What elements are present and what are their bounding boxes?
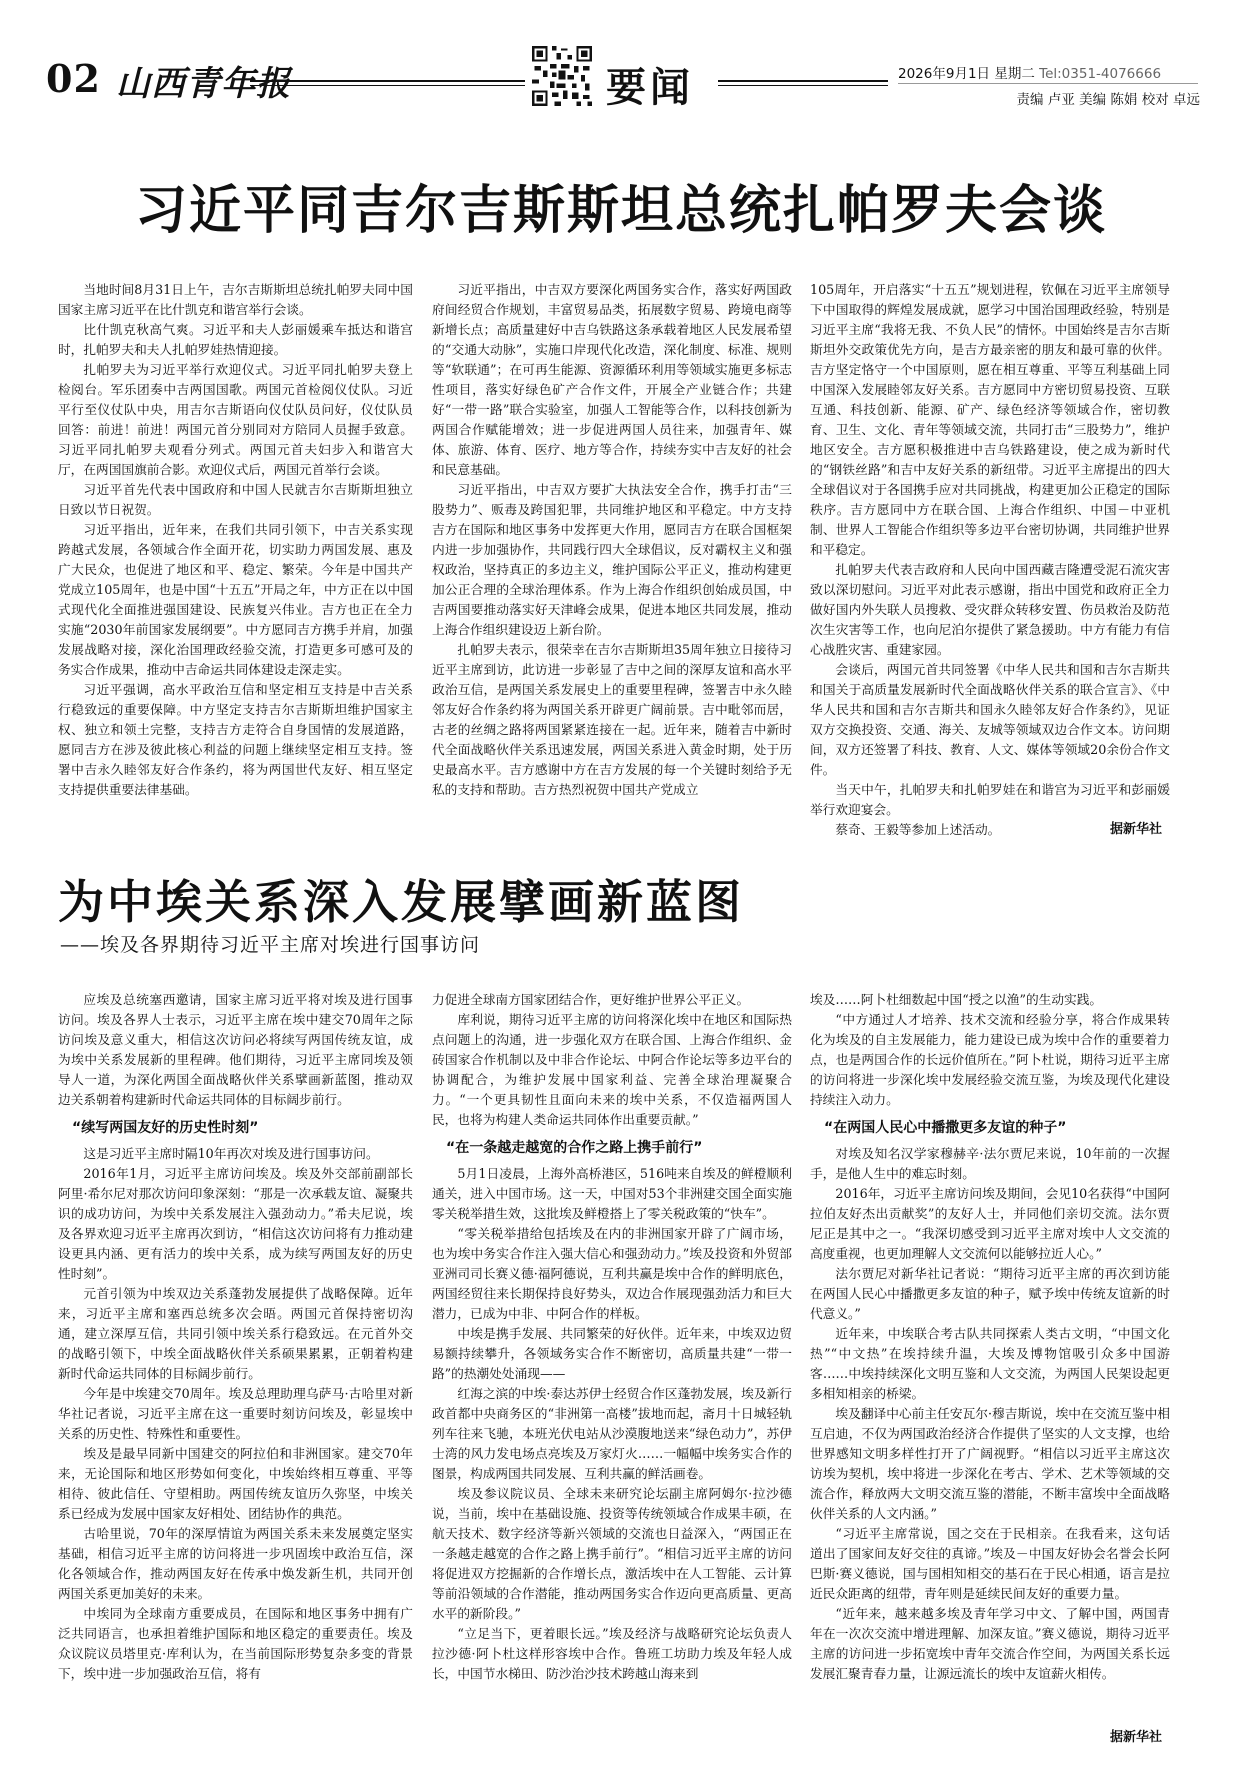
paragraph: 法尔贾尼对新华社记者说：“期待习近平主席的再次到访能在两国人民心中播撒更多友谊的种子，赋予埃中传统友谊新的时代意义。” <box>810 1266 1170 1321</box>
paragraph: 习近平首先代表中国政府和中国人民就吉尔吉斯斯坦独立日致以节日祝贺。 <box>58 482 413 517</box>
section-heading: “在一条越走越宽的合作之路上携手前行” <box>446 1140 703 1156</box>
paragraph: “中方通过人才培养、技术交流和经验分享，将合作成果转化为埃及的自主发展能力，能力建设已成为埃中合作的重要着力点，也是两国合作的长远价值所在。”阿卜杜说，期待习近平主席的访问将进一步深化埃中发展经验交流互鉴，为埃及现代化建设持续注入动力。 <box>810 1012 1170 1107</box>
date-tel-line <box>898 62 1198 82</box>
masthead <box>0 0 1242 122</box>
article2-subheadline: ——埃及各界期待习近平主席对埃进行国事访问 <box>60 934 481 956</box>
paragraph: 中埃同为全球南方重要成员，在国际和地区事务中拥有广泛共同语言，也承担着维护国际和地区稳定的重要责任。埃及众议院议员塔里克·库利认为，在当前国际形势复杂多变的背景下，埃中进一步加强政治互信，将有 <box>58 1606 413 1681</box>
paragraph: 古哈里说，70年的深厚情谊为两国关系未来发展奠定坚实基础，相信习近平主席的访问将进一步巩固埃中政治互信，深化各领域合作，推动两国友好在传承中焕发新生机，共同开创两国关系更加美好的未来。 <box>58 1526 413 1601</box>
paragraph: 当地时间8月31日上午，吉尔吉斯斯坦总统扎帕罗夫同中国国家主席习近平在比什凯克和谐宫举行会谈。 <box>58 282 413 317</box>
paragraph: 中埃是携手发展、共同繁荣的好伙伴。近年来，中埃双边贸易额持续攀升，各领域务实合作不断密切，高质量共建“一带一路”的热潮处处涌现—— <box>432 1326 792 1381</box>
paragraph: 习近平指出，近年来，在我们共同引领下，中吉关系实现跨越式发展，各领域合作全面开花，切实助力两国发展、惠及广大民众，也促进了地区和平、稳定、繁荣。今年是中国共产党成立105周年，也是中国“十五五”开局之年，中方正在以中国式现代化全面推进强国建设、民族复兴伟业。吉方也正在全力实施“2030年前国家发展纲要”。中方愿同吉方携手并肩，加强发展战略对接，深化治国理政经验交流，打造更多可感可及的务实合作成果，推动中吉命运共同体建设走深走实。 <box>58 522 413 677</box>
paragraph: 对埃及知名汉学家穆赫辛·法尔贾尼来说，10年前的一次握手，是他人生中的难忘时刻。 <box>810 1146 1170 1181</box>
paragraph: 力促进全球南方国家团结合作，更好维护世界公平正义。 <box>432 992 750 1007</box>
paragraph: 习近平强调，高水平政治互信和坚定相互支持是中吉关系行稳致远的重要保障。中方坚定支持吉尔吉斯斯坦维护国家主权、独立和领土完整，支持吉方走符合自身国情的发展道路，愿同吉方在涉及彼此核心利益的问题上继续坚定相互支持。签署中吉永久睦邻友好合作条约，将为两国世代友好、相互坚定支持提供重要法律基础。 <box>58 682 413 797</box>
paragraph: 习近平指出，中吉双方要深化两国务实合作，落实好两国政府间经贸合作规划，丰富贸易品类，拓展数字贸易、跨境电商等新增长点；高质量建好中吉乌铁路这条承载着地区人民发展希望的“交通大动脉”，实施口岸现代化改造，深化制度、标准、规则等“软联通”；在可再生能源、资源循环利用等领域实施更多标志性项目，落实好绿色矿产合作文件，开展全产业链合作；共建好“一带一路”联合实验室，加强人工智能等合作，以科技创新为两国合作赋能增效；进一步促进两国人员往来，加强青年、媒体、旅游、体育、医疗、地方等合作，持续夯实中吉友好的社会和民意基础。 <box>432 282 792 477</box>
newspaper-logo: 山西青年报 <box>116 64 291 104</box>
paragraph: 红海之滨的中埃·泰达苏伊士经贸合作区蓬勃发展，埃及新行政首都中央商务区的“非洲第一高楼”拔地而起，斋月十日城轻轨列车往来飞驰，本班光伏电站从沙漠腹地送来“绿色动力”，苏伊士湾的风力发电场点亮埃及万家灯火……一幅幅中埃务实合作的图景，构成两国共同发展、互利共赢的鲜活画卷。 <box>432 1386 792 1481</box>
paragraph: 比什凯克秋高气爽。习近平和夫人彭丽媛乘车抵达和谐宫时，扎帕罗夫和夫人扎帕罗娃热情迎接。 <box>58 322 413 357</box>
paragraph: 蔡奇、王毅等参加上述活动。 <box>835 822 1001 837</box>
paragraph: 这是习近平主席时隔10年再次对埃及进行国事访问。 <box>83 1146 379 1161</box>
paragraph: 会谈后，两国元首共同签署《中华人民共和国和吉尔吉斯共和国关于高质量发展新时代全面战略伙伴关系的联合宣言》、《中华人民共和国和吉尔吉斯共和国永久睦邻友好合作条约》，见证双方交换投资、交通、海关、友城等领域双边合作文本。访问期间，双方还签署了科技、教育、人文、媒体等领域20余份合作文件。 <box>810 662 1170 777</box>
paragraph: 埃及……阿卜杜细数起中国“授之以渔”的生动实践。 <box>810 992 1103 1007</box>
article1-column-2 <box>432 280 792 835</box>
article2-column-2 <box>432 990 792 1740</box>
article2-column-1 <box>58 990 413 1740</box>
paragraph: 105周年，开启落实“十五五”规划进程，钦佩在习近平主席领导下中国取得的辉煌发展成就，愿学习中国治国理政经验，特别是习近平主席“我将无我、不负人民”的情怀。中国始终是吉尔吉斯斯坦外交政策优先方向，是吉方最亲密的朋友和最可靠的伙伴。吉方坚定恪守一个中国原则，愿在相互尊重、平等互利基础上同中国深入发展睦邻友好关系。吉方愿同中方密切贸易投资、互联互通、科技创新、能源、矿产、绿色经济等领域合作，密切教育、卫生、文化、青年等领域交流，共同打击“三股势力”，维护地区安全。吉方愿积极推进中吉乌铁路建设，使之成为新时代的“钢铁丝路”和吉中友好关系的新纽带。习近平主席提出的四大全球倡议对于各国携手应对共同挑战，构建更加公正稳定的国际秩序。吉方愿同中方在联合国、上海合作组织、中国－中亚机制、世界人工智能合作组织等多边平台密切协调，共同维护世界和平稳定。 <box>810 282 1170 557</box>
issue-date: 2026年9月1日 星期二 <box>898 66 1035 82</box>
article2-headline: 为中埃关系深入发展擘画新蓝图 <box>58 875 744 929</box>
paragraph: 应埃及总统塞西邀请，国家主席习近平将对埃及进行国事访问。埃及各界人士表示，习近平主席在埃中建交70周年之际访问埃及意义重大，相信这次访问必将续写两国传统友谊，成为埃中关系发展新的里程碑。他们期待，习近平主席同埃及领导人一道，为深化两国全面战略伙伴关系擘画新蓝图，推动双边关系朝着构建新时代命运共同体的目标阔步前行。 <box>58 992 413 1107</box>
paragraph: 2016年1月，习近平主席访问埃及。埃及外交部前副部长阿里·希尔尼对那次访问印象深刻：“那是一次承载友谊、凝聚共识的成功访问，为埃中关系发展注入强劲动力。”希夫尼说，埃及各界欢迎习近平主席再次到访，“相信这次访问将有力推动建设更具内涵、更有活力的埃中关系，成为续写两国友好的历史性时刻”。 <box>58 1166 413 1281</box>
editors-line: 责编 卢亚 美编 陈娟 校对 卓远 <box>1016 92 1200 108</box>
telephone: Tel:0351-4076666 <box>1039 66 1162 82</box>
paragraph: “零关税举措给包括埃及在内的非洲国家开辟了广阔市场，也为埃中务实合作注入强大信心和强劲动力。”埃及投资和外贸部亚洲司司长赛义德·福阿德说，互利共赢是埃中合作的鲜明底色，两国经贸往来长期保持良好势头，双边合作展现强劲活力和巨大潜力，已成为中非、中阿合作的样板。 <box>432 1226 792 1321</box>
masthead-rule-left <box>250 80 525 82</box>
article2-source: 据新华社 <box>1110 1730 1163 1745</box>
section-heading: “在两国人民心中播撒更多友谊的种子” <box>824 1120 1067 1136</box>
paragraph: “近年来，越来越多埃及青年学习中文、了解中国，两国青年在一次次交流中增进理解、加深友谊。”赛义德说，期待习近平主席的访问进一步拓宽埃中青年交流合作空间，为两国关系长远发展汇聚青春力量，让源远流长的埃中友谊薪火相传。 <box>810 1606 1170 1681</box>
paragraph: 元首引领为中埃双边关系蓬勃发展提供了战略保障。近年来，习近平主席和塞西总统多次会晤。两国元首保持密切沟通，建立深厚互信，共同引领中埃关系行稳致远。在元首外交的战略引领下，中埃全面战略伙伴关系硕果累累，正朝着构建新时代命运共同体的目标阔步前行。 <box>58 1286 413 1381</box>
paragraph: 习近平指出，中吉双方要扩大执法安全合作，携手打击“三股势力”、贩毒及跨国犯罪，共同维护地区和平稳定。中方支持吉方在国际和地区事务中发挥更大作用，愿同吉方在联合国框架内进一步加强协作，共同践行四大全球倡议，反对霸权主义和强权政治，坚持真正的多边主义，维护国际公平正义，推动构建更加公正合理的全球治理体系。作为上海合作组织创始成员国，中吉两国要推动落实好天津峰会成果，促进本地区共同发展，推动上海合作组织建设迈上新台阶。 <box>432 482 792 637</box>
paragraph: 埃及翻译中心前主任安瓦尔·穆吉斯说，埃中在交流互鉴中相互启迪，不仅为两国政治经济合作提供了坚实的人文支撑，也给世界感知文明多样性打开了广阔视野。“相信以习近平主席这次访埃为契机，埃中将进一步深化在考古、学术、艺术等领域的交流合作，释放两大文明交流互鉴的潜能，不断丰富埃中全面战略伙伴关系的人文内涵。” <box>810 1406 1170 1521</box>
paragraph: 埃及是最早同新中国建交的阿拉伯和非洲国家。建交70年来，无论国际和地区形势如何变化，中埃始终相互尊重、平等相待、彼此信任、守望相助。两国传统友谊历久弥坚，中埃关系已经成为发展中国家友好相处、团结协作的典范。 <box>58 1446 413 1521</box>
section-title: 要闻 <box>606 64 694 111</box>
paragraph: 扎帕罗夫表示，很荣幸在吉尔吉斯斯坦35周年独立日接待习近平主席到访，此访进一步彰显了吉中之间的深厚友谊和高水平政治互信，是两国关系发展史上的重要里程碑，签署吉中永久睦邻友好合作条约将为两国关系开辟更广阔前景。吉中毗邻而居，古老的丝绸之路将两国紧紧连接在一起。近年来，随着吉中新时代全面战略伙伴关系迅速发展，两国关系进入黄金时期，处于历史最高水平。吉方感谢中方在吉方发展的每一个关键时刻给予无私的支持和帮助。吉方热烈祝贺中国共产党成立 <box>432 642 792 797</box>
paragraph: 2016年，习近平主席访问埃及期间，会见10名获得“中国阿拉伯友好杰出贡献奖”的友好人士，并同他们亲切交流。法尔贾尼正是其中之一。“我深切感受到习近平主席对埃中人文交流的高度重视，也更加理解人文交流何以能够拉近人心。” <box>810 1186 1170 1261</box>
paragraph: 埃及参议院议员、全球未来研究论坛副主席阿姆尔·拉沙德说，当前，埃中在基础设施、投资等传统领域合作成果丰硕，在航天技术、数字经济等新兴领域的交流也日益深入，“两国正在一条越走越宽的合作之路上携手前行”。“相信习近平主席的访问将促进双方挖掘新的合作增长点，激活埃中在人工智能、云计算等前沿领域的合作潜能，推动两国务实合作迈向更高质量、更高水平的新阶段。” <box>432 1486 792 1621</box>
paragraph: “习近平主席常说，国之交在于民相亲。在我看来，这句话道出了国家间友好交往的真谛。”埃及－中国友好协会名誉会长阿巴斯·赛义德说，国与国相知相交的基石在于民心相通，语言是拉近民众距离的纽带，青年则是延续民间友好的重要力量。 <box>810 1526 1170 1601</box>
qr-code-icon <box>530 44 594 108</box>
article1-source: 据新华社 <box>1110 822 1163 837</box>
section-heading: “续写两国友好的历史性时刻” <box>72 1120 259 1136</box>
paragraph: 今年是中埃建交70周年。埃及总理助理乌萨马·古哈里对新华社记者说，习近平主席在这一重要时刻访问埃及，彰显埃中关系的历史性、特殊性和重要性。 <box>58 1386 413 1441</box>
paragraph: 库利说，期待习近平主席的访问将深化埃中在地区和国际热点问题上的沟通，进一步强化双方在联合国、上海合作组织、金砖国家合作机制以及中非合作论坛、中阿合作论坛等多边平台的协调配合，为维护发展中国家利益、完善全球治理凝聚合力。“一个更具韧性且面向未来的埃中关系，不仅造福两国人民，也将为构建人类命运共同体作出重要贡献。” <box>432 1012 792 1127</box>
paragraph: 近年来，中埃联合考古队共同探索人类古文明，“中国文化热”“中文热”在埃持续升温，大埃及博物馆吸引众多中国游客……中埃持续深化文明互鉴和人文交流，为两国人民架设起更多相知相亲的桥梁。 <box>810 1326 1170 1401</box>
article2-column-3 <box>810 990 1170 1720</box>
page-number: 02 <box>46 56 101 101</box>
meta-divider <box>898 83 1198 84</box>
masthead-rule-right <box>718 80 888 82</box>
paragraph: “立足当下，更着眼长远。”埃及经济与战略研究论坛负责人拉沙德·阿卜杜这样形容埃中合作。鲁班工坊助力埃及年轻人成长，中国节水梯田、防沙治沙技术跨越山海来到 <box>432 1626 792 1681</box>
article1-headline: 习近平同吉尔吉斯斯坦总统扎帕罗夫会谈 <box>134 180 1107 241</box>
paragraph: 当天中午，扎帕罗夫和扎帕罗娃在和谐宫为习近平和彭丽媛举行欢迎宴会。 <box>810 782 1170 817</box>
paragraph: 扎帕罗夫代表吉政府和人民向中国西藏吉隆遭受泥石流灾害致以深切慰问。习近平对此表示感谢，指出中国党和政府正全力做好国内外失联人员搜救、受灾群众转移安置、伤员救治及防范次生灾害等工作，也向尼泊尔提供了紧急援助。中方有能力有信心战胜灾害、重建家园。 <box>810 562 1170 657</box>
article1-column-1 <box>58 280 413 835</box>
paragraph: 5月1日凌晨，上海外高桥港区，516吨来自埃及的鲜橙顺利通关，进入中国市场。这一天，中国对53个非洲建交国全面实施零关税举措生效，这批埃及鲜橙搭上了零关税政策的“快车”。 <box>432 1166 792 1221</box>
paragraph: 扎帕罗夫为习近平举行欢迎仪式。习近平同扎帕罗夫登上检阅台。军乐团奏中吉两国国歌。两国元首检阅仪仗队。习近平行至仪仗队中央，用吉尔吉斯语向仪仗队员问好，仪仗队员回答：前进！前进！两国元首分别同对方陪同人员握手致意。习近平同扎帕罗夫观看分列式。两国元首夫妇步入和谐宫大厅，在两国国旗前合影。欢迎仪式后，两国元首举行会谈。 <box>58 362 413 477</box>
